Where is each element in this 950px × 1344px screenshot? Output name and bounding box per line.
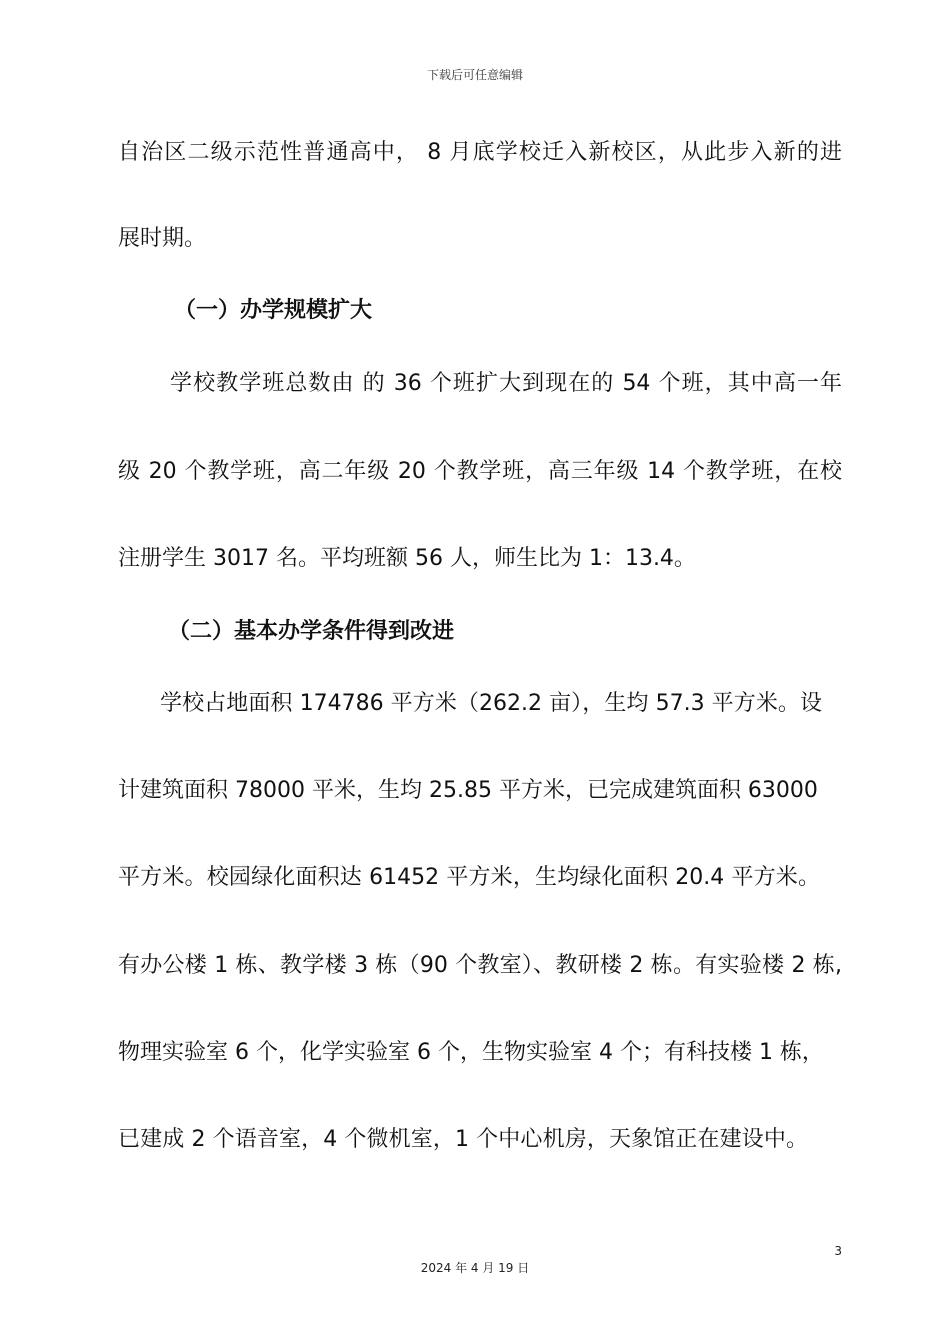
paragraph-3-line-5: 物理实验室 6 个，化学实验室 6 个，生物实验室 4 个；有科技楼 1 栋，: [118, 1040, 824, 1065]
paragraph-3-line-3: 平方米。校园绿化面积达 61452 平方米，生均绿化面积 20.4 平方米。: [118, 865, 820, 890]
footer-date: 2024 年 4 月 19 日: [420, 1261, 530, 1275]
paragraph-2-line-3: 注册学生 3017 名。平均班额 56 人，师生比为 1：13.4。: [118, 546, 696, 571]
section-heading-1: （一）办学规模扩大: [174, 298, 373, 323]
section-heading-2: （二）基本办学条件得到改进: [168, 619, 455, 644]
paragraph-1-line-2: 展时期。: [118, 226, 207, 251]
paragraph-3-line-1: 学校占地面积 174786 平方米（262.2 亩），生均 57.3 平方米。设: [160, 691, 822, 716]
paragraph-2-line-2: 级 20 个教学班，高二年级 20 个教学班，高三年级 14 个教学班，在校: [118, 459, 842, 484]
page-header: 下载后可任意编辑: [426, 68, 523, 82]
paragraph-2-line-1: 学校教学班总数由 的 36 个班扩大到现在的 54 个班，其中高一年: [170, 371, 842, 396]
paragraph-3-line-4: 有办公楼 1 栋、教学楼 3 栋（90 个教室）、教研楼 2 栋。有实验楼 2 栋,: [118, 953, 842, 978]
paragraph-3-line-6: 已建成 2 个语音室，4 个微机室，1 个中心机房，天象馆正在建设中。: [118, 1127, 808, 1152]
paragraph-1-line-1: 自治区二级示范性普通高中， 8 月底学校迁入新校区，从此步入新的进: [118, 140, 842, 165]
page-number: 3: [834, 1244, 842, 1258]
paragraph-3-line-2: 计建筑面积 78000 平米，生均 25.85 平方米，已完成建筑面积 63000: [118, 778, 818, 803]
